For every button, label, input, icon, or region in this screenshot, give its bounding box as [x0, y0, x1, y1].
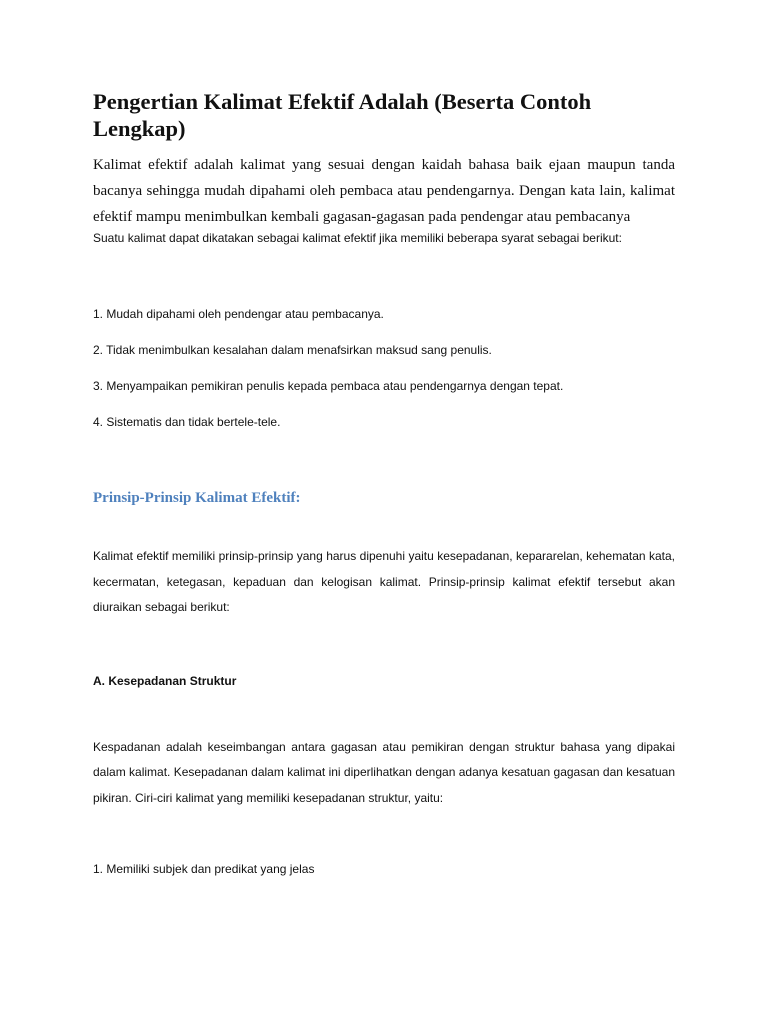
syarat-item-2: 2. Tidak menimbulkan kesalahan dalam menafsirkan maksud sang penulis.: [93, 343, 492, 357]
document-page: [93, 88, 675, 877]
syarat-intro: Suatu kalimat dapat dikatakan sebagai kalimat efektif jika memiliki beberapa syarat sebagai berikut:: [93, 231, 622, 245]
intro-paragraph: Kalimat efektif adalah kalimat yang sesuai dengan kaidah bahasa baik ejaan maupun tanda bacanya sehingga mudah dipahami oleh pembaca atau pendengarnya. Dengan kata lain, kalimat efektif mampu menimbulkan kembali gagasan-gagasan pada pendengar atau pembacanya: [93, 157, 675, 225]
syarat-item-4: 4. Sistematis dan tidak bertele-tele.: [93, 415, 281, 429]
syarat-item-1: 1. Mudah dipahami oleh pendengar atau pembacanya.: [93, 307, 384, 321]
syarat-item-3: 3. Menyampaikan pemikiran penulis kepada pembaca atau pendengarnya dengan tepat.: [93, 379, 564, 393]
section-a-item-1: 1. Memiliki subjek dan predikat yang jelas: [93, 862, 315, 876]
document-title: Pengertian Kalimat Efektif Adalah (Beserta Contoh Lengkap): [93, 89, 592, 141]
section-a-heading: A. Kesepadanan Struktur: [93, 673, 237, 688]
section-a-paragraph: Kespadanan adalah keseimbangan antara gagasan atau pemikiran dengan struktur bahasa yang dipakai dalam kalimat. Kesepadanan dalam kalimat ini diperlihatkan dengan adanya kesatuan gagasan dan kesatuan pikiran. Ciri-ciri kalimat yang memiliki kesepadanan struktur, yaitu:: [93, 739, 675, 805]
prinsip-paragraph: Kalimat efektif memiliki prinsip-prinsip yang harus dipenuhi yaitu kesepadanan, kepararelan, kehematan kata, kecermatan, ketegasan, kepaduan dan kelogisan kalimat. Prinsip-prinsip kalimat efektif tersebut akan diuraikan sebagai berikut:: [93, 549, 675, 614]
prinsip-heading: Prinsip-Prinsip Kalimat Efektif:: [93, 490, 301, 506]
